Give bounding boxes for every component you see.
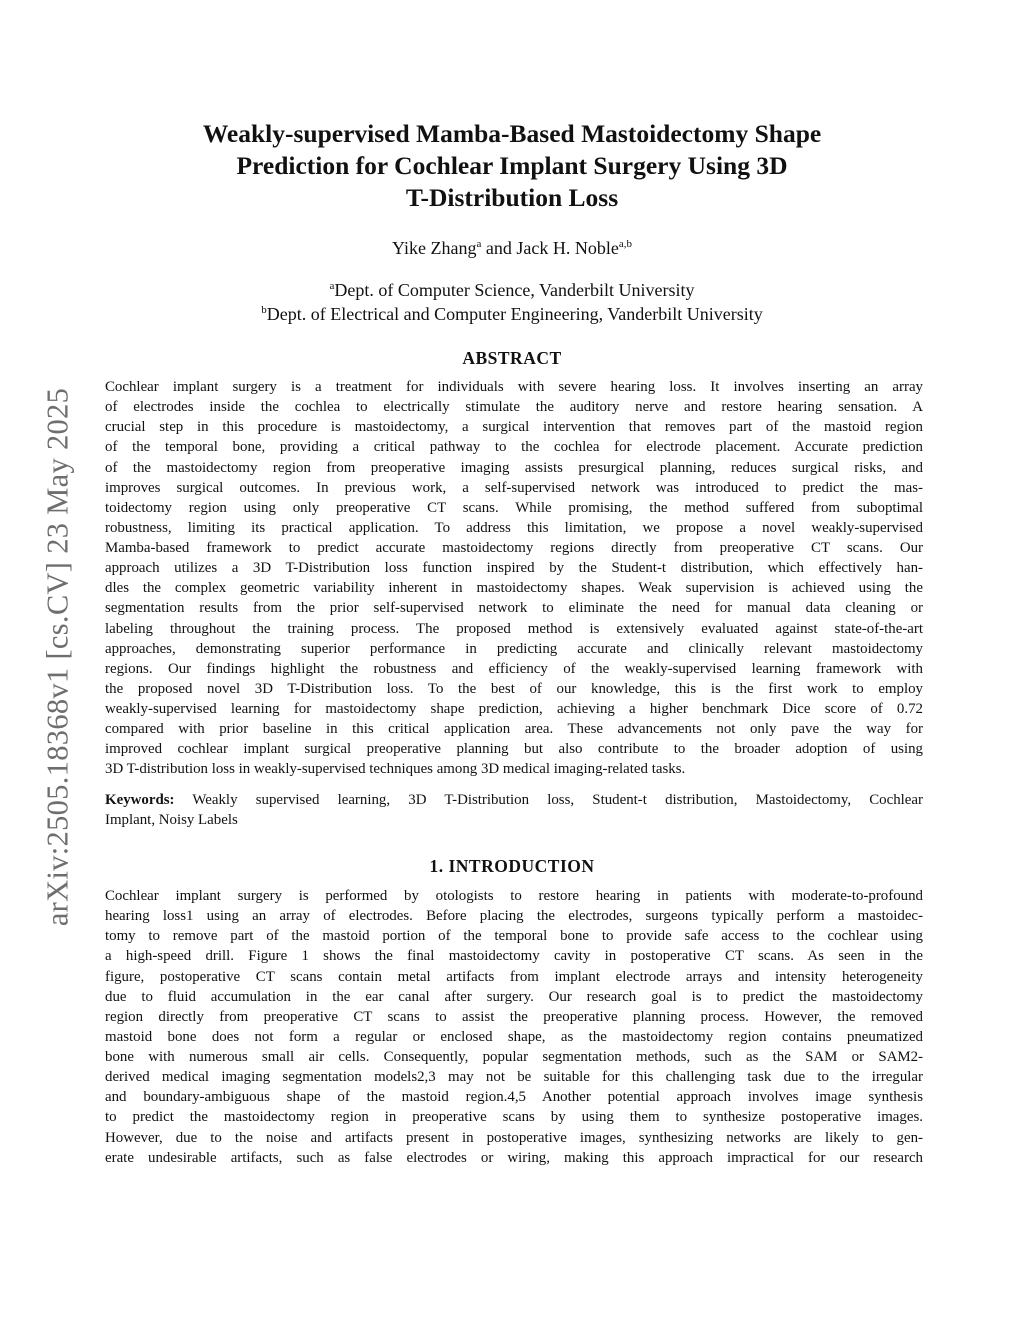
affiliation-mark: a (329, 280, 335, 292)
abstract-body (105, 377, 923, 780)
text-line: of the temporal bone, providing a critical pathway to the cochlea for electrode placement. Accurate prediction (105, 439, 923, 456)
affiliation-list (100, 278, 924, 326)
text-line: crucial step in this procedure is mastoidectomy, a surgical intervention that removes part of the mastoid region (105, 419, 923, 436)
keywords-text: Weakly supervised learning, 3D T-Distribution loss, Student-t distribution, Mastoidectomy, Cochlear (192, 792, 923, 808)
author-name: Yike Zhang (392, 238, 477, 258)
text-line: to predict the mastoidectomy region in preoperative scans by using them to synthesize postoperative images. (105, 1109, 923, 1126)
text-line: approach utilizes a 3D T-Distribution loss function inspired by the Student-t distribution, which effectively han- (105, 560, 923, 577)
affiliation-item (100, 278, 924, 302)
arxiv-sidebar (38, 342, 78, 972)
author-affiliation-mark: a,b (618, 238, 632, 250)
introduction-body (105, 886, 923, 1168)
keywords-label: Keywords: (105, 792, 175, 808)
text-line: compared with prior baseline in this critical application area. These advancements not only pave the way for (105, 721, 923, 738)
text-line: 3D T-distribution loss in weakly-supervised techniques among 3D medical imaging-related tasks. (105, 761, 686, 778)
text-line: segmentation results from the prior self-supervised network to eliminate the need for manual data cleaning or (105, 600, 923, 617)
text-line: of the mastoidectomy region from preoperative imaging assists presurgical planning, reduces surgical risks, and (105, 459, 923, 476)
text-line: tomy to remove part of the mastoid portion of the temporal bone to provide safe access to the cochlear using (105, 928, 923, 945)
text-line: mastoid bone does not form a regular or enclosed shape, as the mastoidectomy region contains pneumatized (105, 1028, 923, 1045)
text-line: and boundary-ambiguous shape of the mastoid region.4,5 Another potential approach involves image synthesis (105, 1089, 923, 1106)
text-line: region directly from preoperative CT scans to assist the preoperative planning process. However, the removed (105, 1008, 923, 1025)
text-line: dles the complex geometric variability inherent in mastoidectomy shapes. Weak supervision is achieved using the (105, 580, 923, 597)
affiliation-text: Dept. of Electrical and Computer Engineering, Vanderbilt University (266, 304, 763, 324)
author-name: Jack H. Noble (516, 238, 619, 258)
text-line: improved cochlear implant surgical preoperative planning but also contribute to the broader adoption of using (105, 741, 923, 758)
text-line: due to fluid accumulation in the ear canal after surgery. Our research goal is to predict the mastoidectomy (105, 988, 923, 1005)
author-list (100, 236, 924, 260)
text-line: robustness, limiting its practical application. To address this limitation, we propose a novel weakly-supervised (105, 519, 923, 536)
text-line: Cochlear implant surgery is a treatment for individuals with severe hearing loss. It involves inserting an array (105, 379, 923, 395)
author-affiliation-mark: a (476, 238, 482, 250)
paper-title (100, 118, 924, 214)
text-line: bone with numerous small air cells. Consequently, popular segmentation methods, such as the SAM or SAM2- (105, 1049, 923, 1065)
text-line: of electrodes inside the cochlea to electrically stimulate the auditory nerve and restore hearing sensation. A (105, 399, 923, 416)
text-line: weakly-supervised learning for mastoidectomy shape prediction, achieving a higher benchmark Dice score of 0.72 (105, 701, 923, 717)
text-line: a high-speed drill. Figure 1 shows the final mastoidectomy cavity in postoperative CT scans. As seen in the (105, 948, 923, 965)
text-line: regions. Our findings highlight the robustness and efficiency of the weakly-supervised learning framework with (105, 660, 923, 677)
text-line: Cochlear implant surgery is performed by otologists to restore hearing in patients with moderate-to-profound (105, 888, 923, 904)
text-line: erate undesirable artifacts, such as false electrodes or wiring, making this approach impractical for our research (105, 1149, 923, 1166)
text-line: However, due to the noise and artifacts present in postoperative images, synthesizing networks are likely to gen- (105, 1129, 923, 1146)
text-line: hearing loss1 using an array of electrodes. Before placing the electrodes, surgeons typically perform a mastoidec- (105, 908, 923, 925)
text-line: improves surgical outcomes. In previous work, a self-supervised network was introduced to predict the mas- (105, 479, 923, 496)
abstract-heading: ABSTRACT (462, 348, 562, 368)
text-line: figure, postoperative CT scans contain metal artifacts from implant electrode arrays and intensity heterogeneity (105, 968, 923, 985)
author-conjunction: and (481, 238, 517, 258)
title-line: Prediction for Cochlear Implant Surgery Using 3D (236, 151, 788, 180)
text-line: toidectomy region using only preoperative CT scans. While promising, the method suffered from suboptimal (105, 499, 923, 516)
title-line: Weakly-supervised Mamba-Based Mastoidectomy Shape (202, 119, 822, 148)
text-line: the proposed novel 3D T-Distribution loss. To the best of our knowledge, this is the first work to employ (105, 680, 923, 697)
text-line: labeling throughout the training process. The proposed method is extensively evaluated against state-of-the-art (105, 620, 923, 637)
keywords-text: Implant, Noisy Labels (105, 812, 238, 829)
affiliation-item (100, 302, 924, 326)
affiliation-mark: b (261, 304, 267, 316)
keywords-line (105, 790, 923, 810)
keywords-block (105, 790, 923, 830)
text-line: derived medical imaging segmentation models2,3 may not be suitable for this challenging task due to the irregular (105, 1069, 923, 1086)
title-line: T-Distribution Loss (405, 183, 619, 212)
affiliation-text: Dept. of Computer Science, Vanderbilt University (334, 280, 695, 300)
introduction-heading: 1. INTRODUCTION (429, 856, 595, 876)
text-line: Mamba-based framework to predict accurate mastoidectomy regions directly from preoperative CT scans. Our (105, 540, 923, 556)
arxiv-identifier: arXiv:2505.18368v1 [cs.CV] 23 May 2025 (40, 387, 75, 927)
text-line: approaches, demonstrating superior performance in predicting accurate and clinically relevant mastoidectomy (105, 640, 923, 657)
